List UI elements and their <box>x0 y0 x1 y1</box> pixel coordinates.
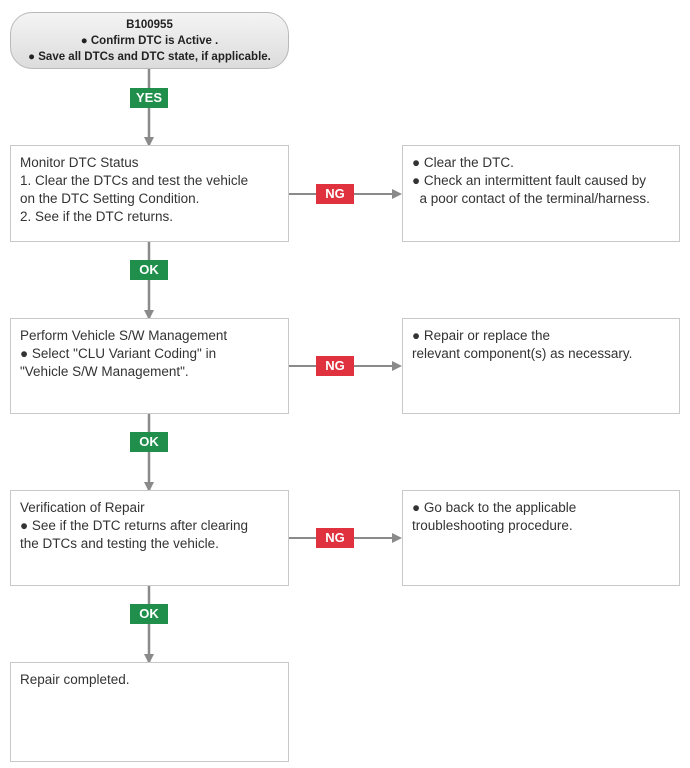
ng-result-step1 <box>402 145 680 242</box>
dtc-code: B100955 <box>126 18 173 31</box>
start-node <box>10 12 289 69</box>
step-line: ● Select "CLU Variant Coding" in <box>20 346 217 361</box>
step-line: ● See if the DTC returns after clearing <box>20 518 248 533</box>
step-line: on the DTC Setting Condition. <box>20 191 200 206</box>
ng-line: a poor contact of the terminal/harness. <box>412 191 650 206</box>
step-line: the DTCs and testing the vehicle. <box>20 536 219 551</box>
step-line: 1. Clear the DTCs and test the vehicle <box>20 173 249 188</box>
step-line: Perform Vehicle S/W Management <box>20 328 228 343</box>
ng-line: ● Clear the DTC. <box>412 155 514 170</box>
ng-line: ● Repair or replace the <box>412 328 550 343</box>
step-line: 2. See if the DTC returns. <box>20 209 174 224</box>
final-text: Repair completed. <box>20 672 130 687</box>
ok-badge-step3: OK <box>130 604 168 624</box>
ng-badge-step2: NG <box>316 356 354 376</box>
ng-result-step3 <box>402 490 680 586</box>
step-line: Monitor DTC Status <box>20 155 139 170</box>
ng-line: troubleshooting procedure. <box>412 518 573 533</box>
ok-badge-step1: OK <box>130 260 168 280</box>
step-line: Verification of Repair <box>20 500 145 515</box>
final-repair-completed <box>10 662 289 762</box>
ng-line: ● Check an intermittent fault caused by <box>412 173 647 188</box>
ng-badge-step1: NG <box>316 184 354 204</box>
ng-badge-step3: NG <box>316 528 354 548</box>
step-line: "Vehicle S/W Management". <box>20 364 189 379</box>
start-line-2: ● Save all DTCs and DTC state, if applicable. <box>28 50 271 63</box>
yes-badge: YES <box>130 88 168 108</box>
step-verification-of-repair <box>10 490 289 586</box>
step-vehicle-sw-management <box>10 318 289 414</box>
ng-line: relevant component(s) as necessary. <box>412 346 633 361</box>
ng-result-step2 <box>402 318 680 414</box>
step-monitor-dtc-status <box>10 145 289 242</box>
ok-badge-step2: OK <box>130 432 168 452</box>
start-line-1: ● Confirm DTC is Active . <box>80 34 219 47</box>
ng-line: ● Go back to the applicable <box>412 500 577 515</box>
